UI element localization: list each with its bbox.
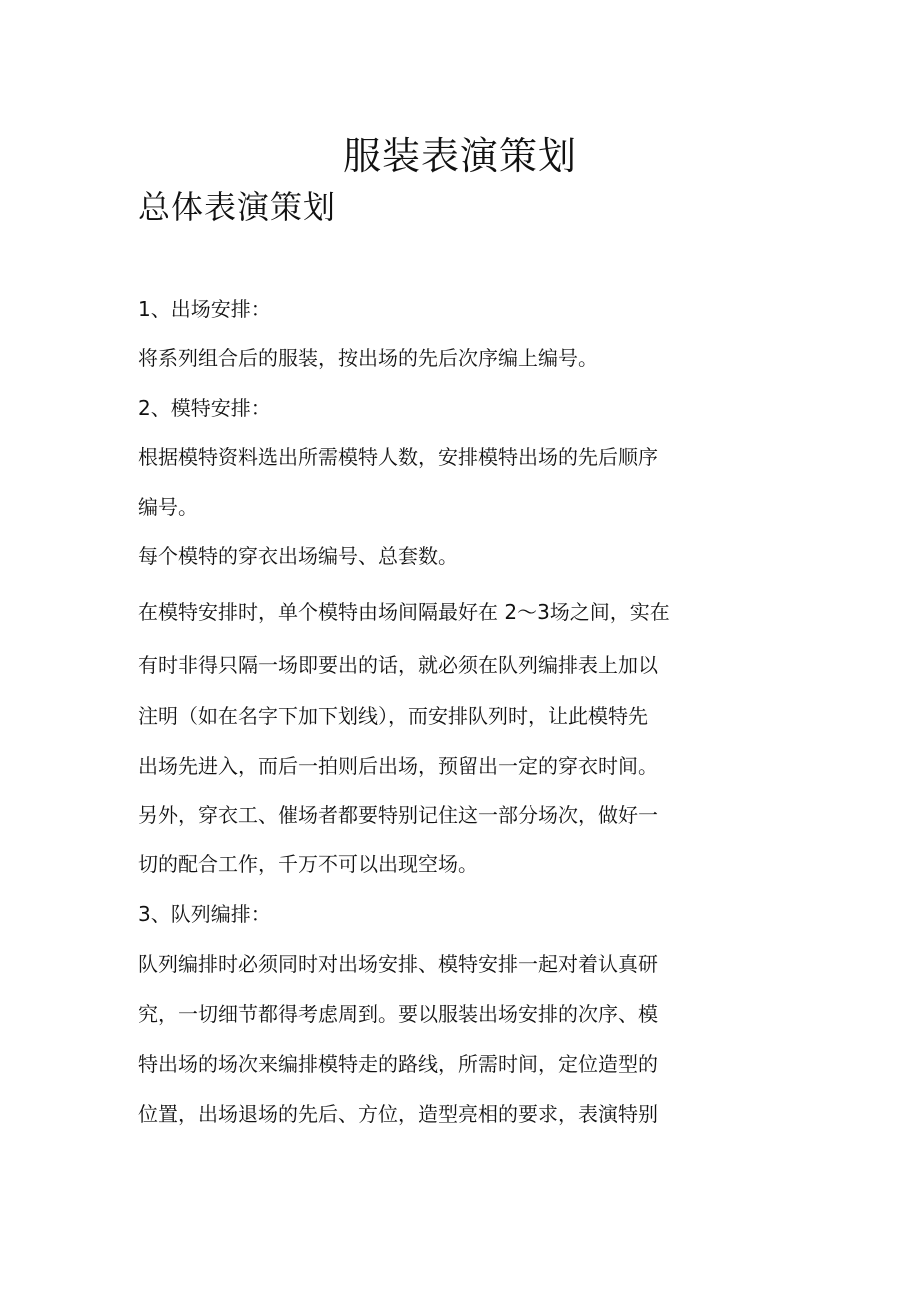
- item-heading-3: 3、队列编排：: [138, 902, 271, 926]
- paragraph-line: 有时非得只隔一场即要出的话，就必须在队列编排表上加以: [138, 653, 658, 677]
- document-title: 服装表演策划: [342, 134, 577, 178]
- paragraph-line: 位置，出场退场的先后、方位，造型亮相的要求，表演特别: [138, 1102, 658, 1126]
- paragraph-line: 究，一切细节都得考虑周到。要以服装出场安排的次序、模: [138, 1002, 658, 1026]
- section-heading: 总体表演策划: [138, 188, 337, 226]
- paragraph-line: 将系列组合后的服装，按出场的先后次序编上编号。: [138, 346, 598, 370]
- paragraph-line: 编号。: [138, 495, 198, 519]
- paragraph-line: 注明（如在名字下加下划线），而安排队列时，让此模特先: [138, 704, 648, 728]
- paragraph-line: 另外，穿衣工、催场者都要特别记住这一部分场次，做好一: [138, 803, 658, 827]
- paragraph-line: 特出场的场次来编排模特走的路线，所需时间，定位造型的: [138, 1052, 658, 1076]
- paragraph-line: 队列编排时必须同时对出场安排、模特安排一起对着认真研: [138, 952, 658, 976]
- paragraph-line: 出场先进入，而后一拍则后出场，预留出一定的穿衣时间。: [138, 754, 658, 778]
- paragraph-line: 在模特安排时，单个模特由场间隔最好在 2〜3场之间，实在: [138, 600, 670, 624]
- paragraph-line: 根据模特资料选出所需模特人数，安排模特出场的先后顺序: [138, 445, 658, 469]
- paragraph-line: 切的配合工作，千万不可以出现空场。: [138, 852, 478, 876]
- item-heading-2: 2、模特安排：: [138, 396, 271, 420]
- item-heading-1: 1、出场安排：: [138, 297, 271, 321]
- paragraph-line: 每个模特的穿衣出场编号、总套数。: [138, 544, 458, 568]
